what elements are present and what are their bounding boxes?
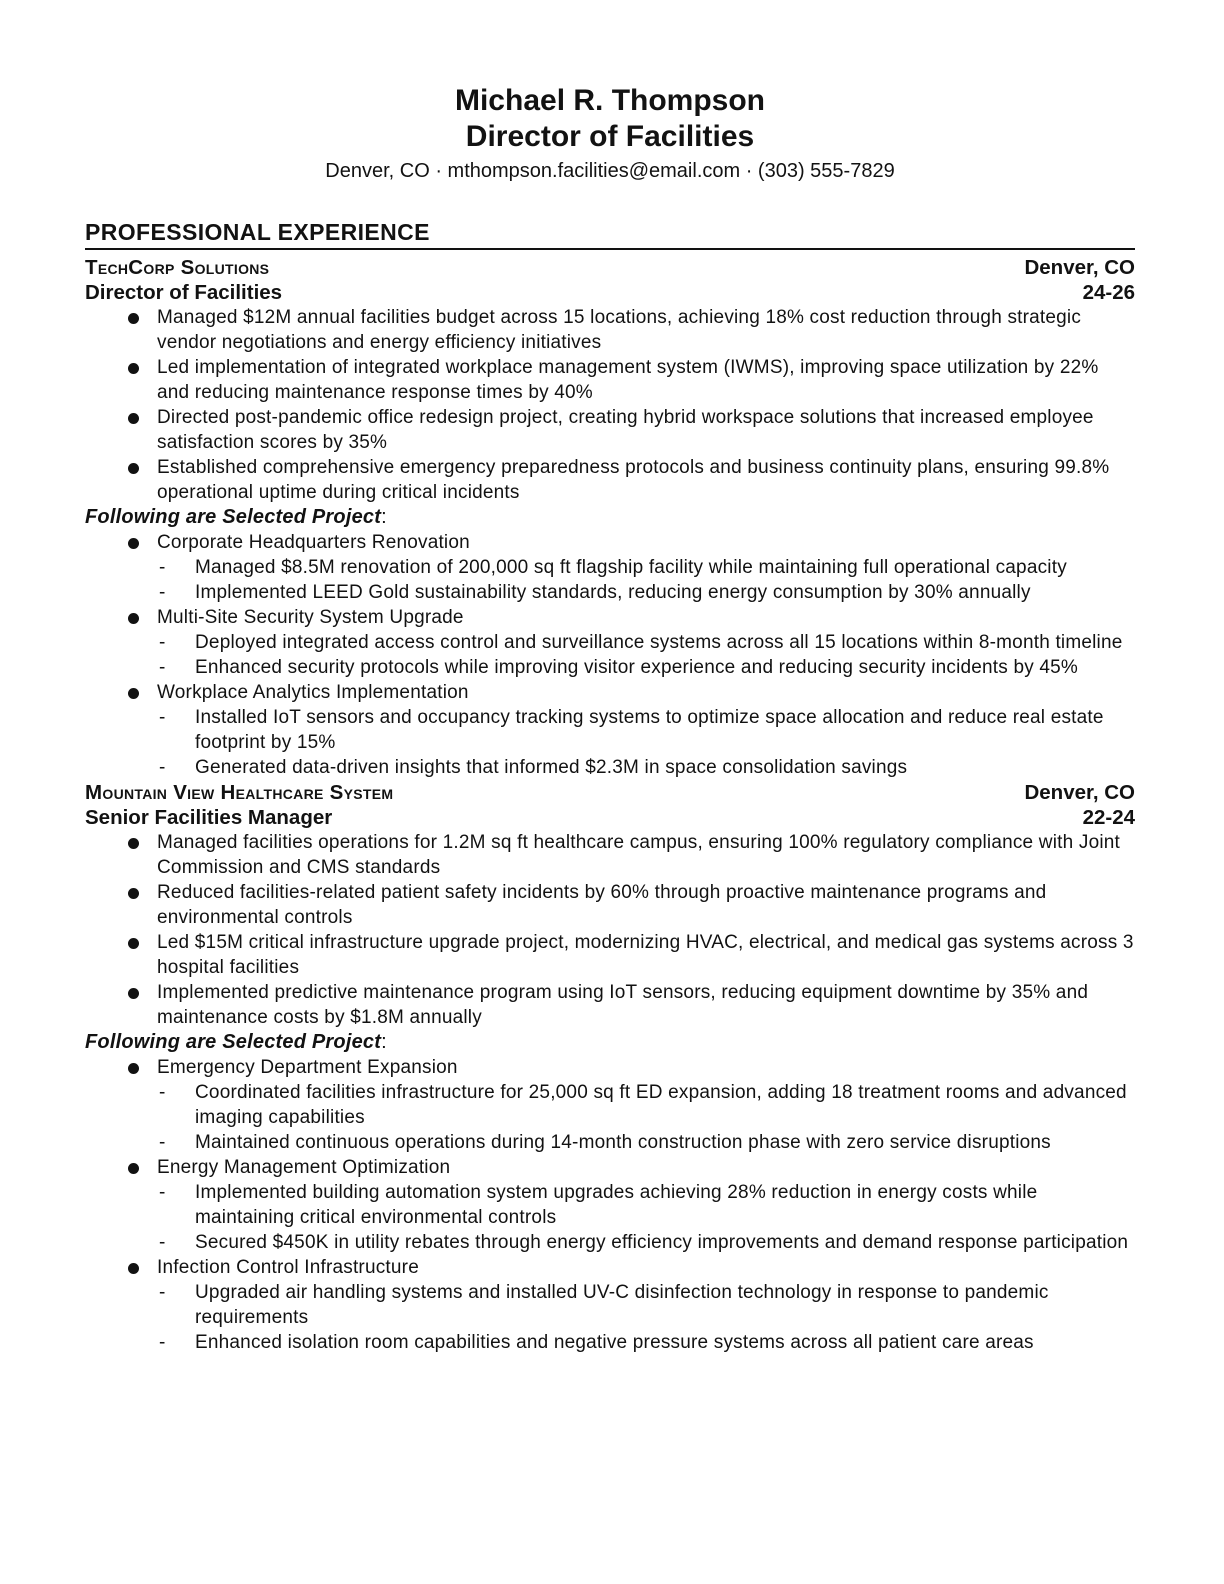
selected-projects-label-text: Following are Selected Project <box>85 1031 382 1053</box>
project-item <box>85 680 1135 780</box>
selected-projects-colon: : <box>381 506 387 528</box>
project-detail: - Implemented building automation system upgrades achieving 28% reduction in energy costs while maintaining critical environmental controls <box>157 1180 1135 1230</box>
project-list <box>85 530 1135 780</box>
project-detail-list <box>157 1280 1135 1355</box>
title-row <box>85 280 1135 305</box>
project-detail: - Implemented LEED Gold sustainability standards, reducing energy consumption by 30% annually <box>157 580 1135 605</box>
project-detail-list <box>157 630 1135 680</box>
selected-projects-label-text: Following are Selected Project <box>85 506 382 528</box>
job-bullet: Managed $12M annual facilities budget across 15 locations, achieving 18% cost reduction through strategic vendor negotiations and energy efficiency initiatives <box>85 305 1135 355</box>
experience-section <box>85 219 1135 1355</box>
project-detail: - Maintained continuous operations during 14-month construction phase with zero service disruptions <box>157 1130 1135 1155</box>
job-bullet-list <box>85 305 1135 505</box>
project-detail: - Secured $450K in utility rebates through energy efficiency improvements and demand response participation <box>157 1230 1135 1255</box>
project-detail: - Enhanced isolation room capabilities and negative pressure systems across all patient care areas <box>157 1330 1135 1355</box>
job-entry-techcorp <box>85 255 1135 780</box>
project-name: Corporate Headquarters Renovation <box>157 532 470 553</box>
company-row <box>85 780 1135 805</box>
project-detail-list <box>157 1180 1135 1255</box>
person-title: Director of Facilities <box>465 120 755 153</box>
section-heading: PROFESSIONAL EXPERIENCE <box>85 219 1135 250</box>
job-location: Denver, CO <box>1024 781 1135 804</box>
job-bullet: Established comprehensive emergency preparedness protocols and business continuity plans, ensuring 99.8% operational uptime during critical incidents <box>85 455 1135 505</box>
company-name: TechCorp Solutions <box>85 256 270 279</box>
title-row <box>85 805 1135 830</box>
project-detail-list <box>157 705 1135 780</box>
project-name: Emergency Department Expansion <box>157 1057 458 1078</box>
selected-projects-label <box>85 505 1135 530</box>
project-detail: - Coordinated facilities infrastructure for 25,000 sq ft ED expansion, adding 18 treatment rooms and advanced imaging capabilities <box>157 1080 1135 1130</box>
project-detail: - Generated data-driven insights that informed $2.3M in space consolidation savings <box>157 755 1135 780</box>
project-name: Multi-Site Security System Upgrade <box>157 607 464 628</box>
project-item <box>85 1055 1135 1155</box>
project-list <box>85 1055 1135 1355</box>
job-bullet: Led implementation of integrated workplace management system (IWMS), improving space utilization by 22% and reducing maintenance response times by 40% <box>85 355 1135 405</box>
job-dates: 24-26 <box>1082 281 1135 304</box>
project-name: Infection Control Infrastructure <box>157 1257 419 1278</box>
project-detail: - Enhanced security protocols while improving visitor experience and reducing security incidents by 45% <box>157 655 1135 680</box>
job-title: Senior Facilities Manager <box>85 806 333 829</box>
job-entry-mountain-view <box>85 780 1135 1355</box>
project-detail-list <box>157 1080 1135 1155</box>
contact-line: Denver, CO · mthompson.facilities@email.com · (303) 555-7829 <box>325 160 895 182</box>
job-bullet: Implemented predictive maintenance program using IoT sensors, reducing equipment downtime by 35% and maintenance costs by $1.8M annually <box>85 980 1135 1030</box>
project-item <box>85 1255 1135 1355</box>
job-location: Denver, CO <box>1024 256 1135 279</box>
project-name: Workplace Analytics Implementation <box>157 682 469 703</box>
job-title: Director of Facilities <box>85 281 283 304</box>
project-name: Energy Management Optimization <box>157 1157 451 1178</box>
resume-header <box>85 82 1135 185</box>
project-detail: - Deployed integrated access control and surveillance systems across all 15 locations within 8-month timeline <box>157 630 1135 655</box>
job-bullet: Led $15M critical infrastructure upgrade project, modernizing HVAC, electrical, and medical gas systems across 3 hospital facilities <box>85 930 1135 980</box>
job-bullet: Reduced facilities-related patient safety incidents by 60% through proactive maintenance programs and environmental controls <box>85 880 1135 930</box>
job-bullet-list <box>85 830 1135 1030</box>
company-name: Mountain View Healthcare System <box>85 781 394 804</box>
person-name: Michael R. Thompson <box>454 84 766 117</box>
selected-projects-colon: : <box>381 1031 387 1053</box>
job-bullet: Directed post-pandemic office redesign project, creating hybrid workspace solutions that increased employee satisfaction scores by 35% <box>85 405 1135 455</box>
job-dates: 22-24 <box>1082 806 1135 829</box>
project-item <box>85 530 1135 605</box>
project-detail: - Installed IoT sensors and occupancy tracking systems to optimize space allocation and reduce real estate footprint by 15% <box>157 705 1135 755</box>
job-bullet: Managed facilities operations for 1.2M sq ft healthcare campus, ensuring 100% regulatory compliance with Joint Commission and CMS standards <box>85 830 1135 880</box>
project-detail-list <box>157 555 1135 605</box>
project-item <box>85 1155 1135 1255</box>
company-row <box>85 255 1135 280</box>
project-detail: - Managed $8.5M renovation of 200,000 sq ft flagship facility while maintaining full operational capacity <box>157 555 1135 580</box>
project-detail: - Upgraded air handling systems and installed UV-C disinfection technology in response to pandemic requirements <box>157 1280 1135 1330</box>
selected-projects-label <box>85 1030 1135 1055</box>
project-item <box>85 605 1135 680</box>
